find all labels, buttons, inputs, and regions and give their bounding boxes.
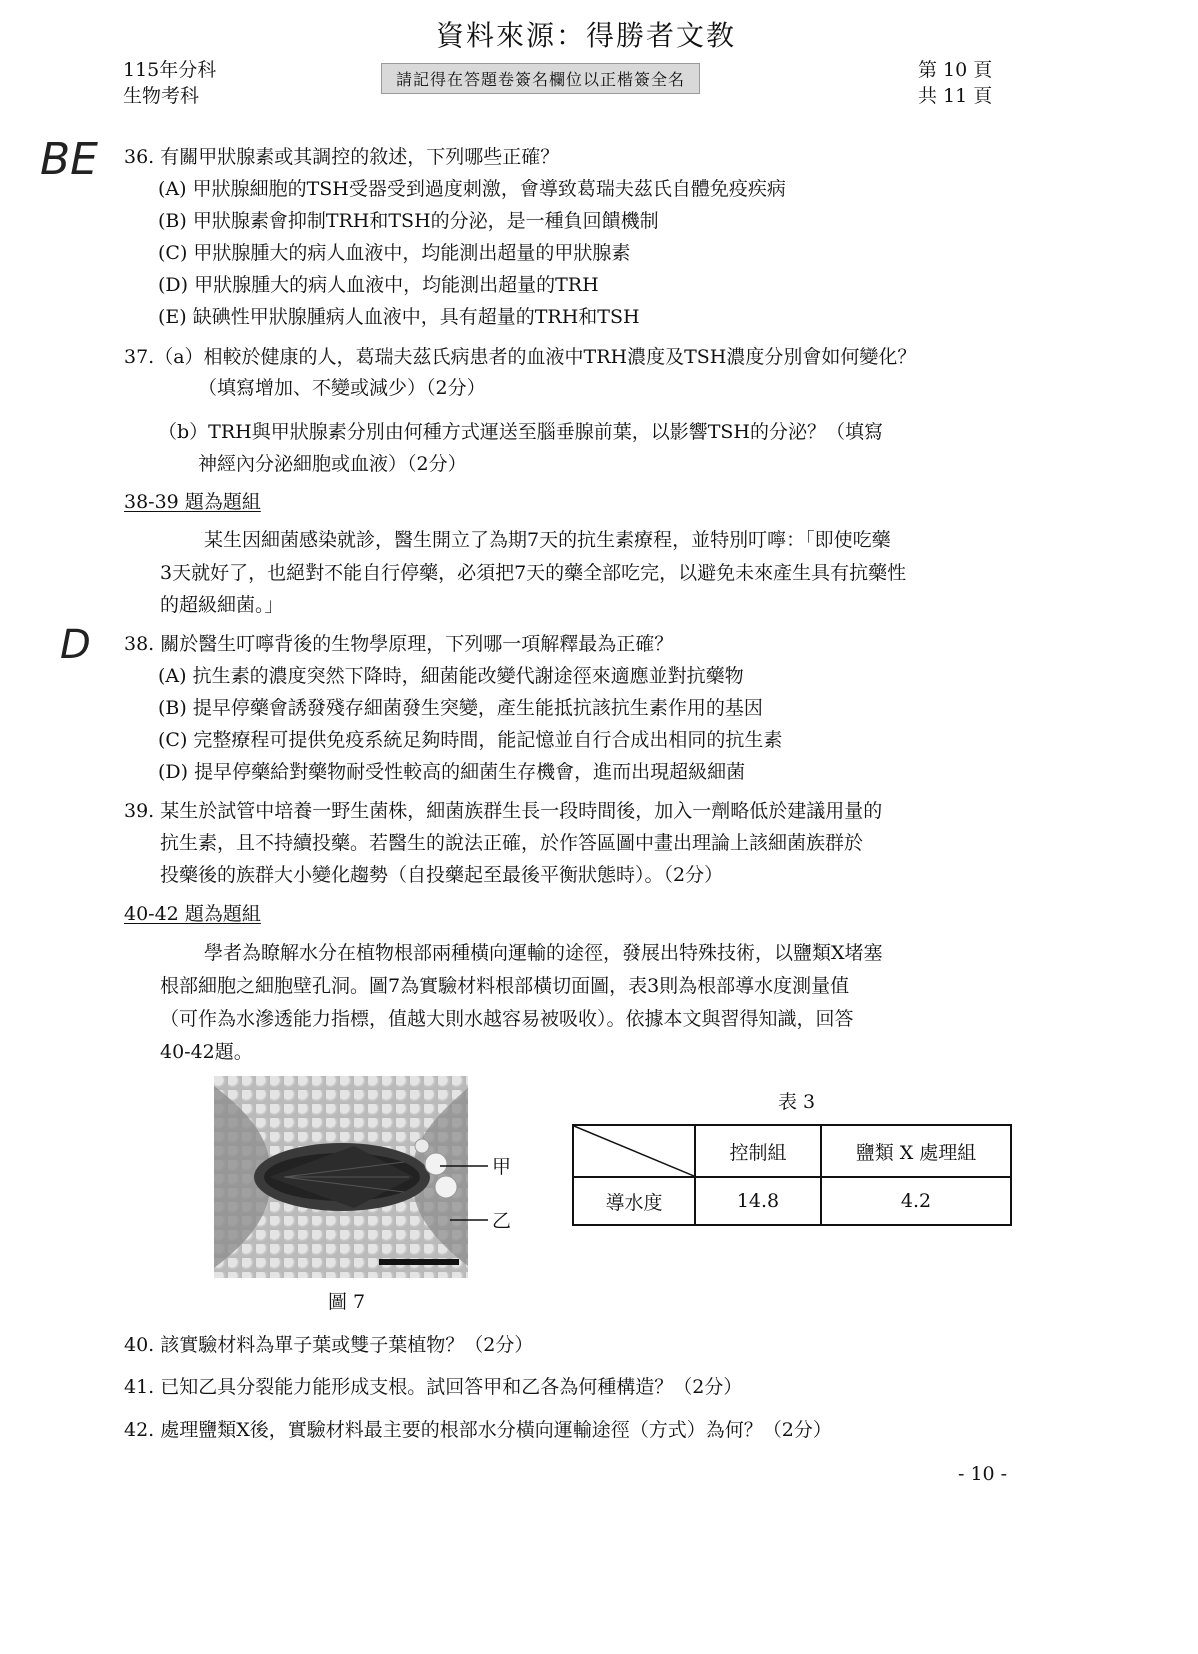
- group-40-42-passage-line3: （可作為水滲透能力指標，值越大則水越容易被吸收）。依據本文與習得知識，回答: [160, 1008, 854, 1030]
- table3-treated-value: 4.2: [821, 1177, 1011, 1225]
- page-number: - 10 -: [958, 1463, 1008, 1485]
- figure7-leader-lines: [440, 1150, 500, 1230]
- table3: [572, 1124, 1012, 1226]
- q39-line2: 抗生素，且不持續投藥。若醫生的說法正確，於作答區圖中畫出理論上該細菌族群於: [160, 832, 864, 854]
- table3-corner-cell: [573, 1125, 695, 1177]
- figure7-caption: 圖 7: [328, 1291, 366, 1313]
- table3-control-value: 14.8: [695, 1177, 821, 1225]
- figure7-label-yi: 乙: [492, 1210, 512, 1232]
- q38-option-a: (A) 抗生素的濃度突然下降時，細菌能改變代謝途徑來適應並對抗藥物: [158, 665, 744, 687]
- q38-option-c: (C) 完整療程可提供免疫系統足夠時間，能記憶並自行合成出相同的抗生素: [158, 729, 783, 751]
- q38-option-d: (D) 提早停藥給對藥物耐受性較高的細菌生存機會，進而出現超級細菌: [158, 761, 746, 783]
- group-38-39-passage-line3: 的超級細菌。」: [160, 594, 284, 616]
- q37-a-line2: （填寫增加、不變或減少）（2分）: [198, 377, 486, 399]
- table3-caption: 表 3: [778, 1091, 816, 1113]
- group-40-42-passage-line1: 學者為瞭解水分在植物根部兩種橫向運輸的途徑，發展出特殊技術，以鹽類X堵塞: [204, 942, 883, 964]
- q38-option-b: (B) 提早停藥會誘發殘存細菌發生突變，產生能抵抗該抗生素作用的基因: [158, 697, 763, 719]
- group-38-39-passage-line1: 某生因細菌感染就診，醫生開立了為期7天的抗生素療程，並特別叮嚀：「即使吃藥: [204, 529, 891, 551]
- q37-b-line1: （b）TRH與甲狀腺素分別由何種方式運送至腦垂腺前葉，以影響TSH的分泌？（填寫: [158, 421, 883, 443]
- q37-a-line1: 37.（a）相較於健康的人，葛瑞夫茲氏病患者的血液中TRH濃度及TSH濃度分別會如何變化？: [124, 346, 917, 368]
- q36-option-e: (E) 缺碘性甲狀腺腫病人血液中，具有超量的TRH和TSH: [158, 306, 640, 328]
- figure7-label-jia: 甲: [492, 1156, 512, 1178]
- q39-line1: 39. 某生於試管中培養一野生菌株，細菌族群生長一段時間後，加入一劑略低於建議用量的: [124, 800, 883, 822]
- table3-row-label: 導水度: [573, 1177, 695, 1225]
- group-40-42-passage-line4: 40-42題。: [160, 1041, 253, 1063]
- handwritten-answer-q36: BE: [40, 134, 98, 185]
- source-banner: 資料來源：得勝者文教: [436, 19, 737, 52]
- q41: 41. 已知乙具分裂能力能形成支根。試回答甲和乙各為何種構造？（2分）: [124, 1376, 743, 1398]
- q36-option-d: (D) 甲狀腺腫大的病人血液中，均能測出超量的TRH: [158, 274, 599, 296]
- group-40-42-passage-line2: 根部細胞之細胞壁孔洞。圖7為實驗材料根部橫切面圖，表3則為根部導水度測量值: [160, 975, 850, 997]
- q36-option-b: (B) 甲狀腺素會抑制TRH和TSH的分泌，是一種負回饋機制: [158, 210, 659, 232]
- root-cross-section-image: [214, 1076, 468, 1278]
- group-40-42-title: 40-42 題為題組: [124, 903, 261, 925]
- signature-note: 請記得在答題卷簽名欄位以正楷簽全名: [381, 63, 700, 94]
- q38-stem: 38. 關於醫生叮嚀背後的生物學原理，下列哪一項解釋最為正確？: [124, 633, 674, 655]
- q40: 40. 該實驗材料為單子葉或雙子葉植物？（2分）: [124, 1334, 534, 1356]
- page-total: 共 11 頁: [918, 85, 993, 107]
- year-subject: 115年分科: [123, 59, 217, 81]
- q36-option-c: (C) 甲狀腺腫大的病人血液中，均能測出超量的甲狀腺素: [158, 242, 631, 264]
- q36-stem: 36. 有關甲狀腺素或其調控的敘述，下列哪些正確？: [124, 146, 560, 168]
- page-current: 第 10 頁: [918, 59, 993, 81]
- group-38-39-title: 38-39 題為題組: [124, 491, 261, 513]
- table3-header-treated: 鹽類 X 處理組: [821, 1125, 1011, 1177]
- table3-header-control: 控制組: [695, 1125, 821, 1177]
- q36-option-a: (A) 甲狀腺細胞的TSH受器受到過度刺激，會導致葛瑞夫茲氏自體免疫疾病: [158, 178, 786, 200]
- q42: 42. 處理鹽類X後，實驗材料最主要的根部水分橫向運輸途徑（方式）為何？（2分）: [124, 1419, 832, 1441]
- q37-b-line2: 神經內分泌細胞或血液）（2分）: [198, 453, 467, 475]
- exam-subject: 生物考科: [123, 85, 200, 107]
- q39-line3: 投藥後的族群大小變化趨勢（自投藥起至最後平衡狀態時）。（2分）: [160, 864, 724, 886]
- handwritten-answer-q38: D: [60, 622, 91, 668]
- diagonal-line: [574, 1126, 694, 1176]
- group-38-39-passage-line2: 3天就好了，也絕對不能自行停藥，必須把7天的藥全部吃完，以避免未來產生具有抗藥性: [160, 562, 907, 584]
